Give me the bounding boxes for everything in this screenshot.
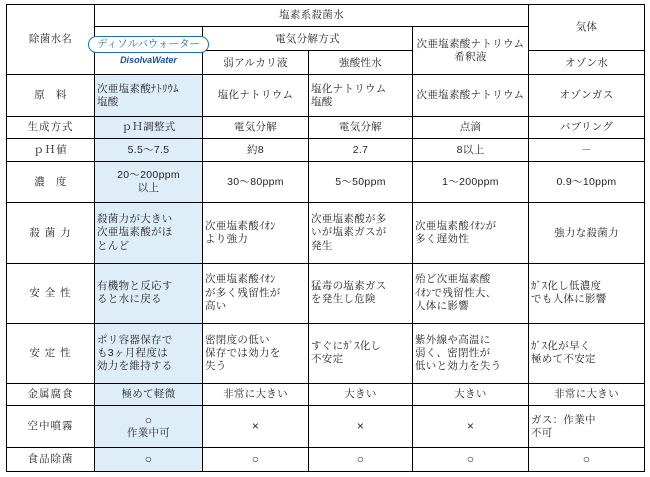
cell-line: 人体に影響 — [415, 299, 469, 312]
cross-mark-icon: × — [466, 418, 475, 433]
cell-line: 効力を維持する — [97, 359, 173, 372]
table-row-food-sanitizing — [7, 448, 645, 472]
row-label-food-sanitizing: 食品除菌 — [7, 448, 95, 472]
cell-line: も3ヶ月程度は — [97, 346, 168, 359]
cell-line: 密閉度の低い — [205, 333, 270, 346]
cell-concentration-product — [95, 161, 203, 203]
corner-label: 除菌水名 — [7, 5, 95, 75]
cell-stability-ozone — [529, 323, 645, 383]
logo-sub-text: DisolvaWater — [120, 55, 177, 66]
cell-stability-strong-acid — [309, 323, 413, 383]
cell-line: ｲｵﾝで残留性大、 — [415, 286, 497, 299]
cell-metal-corrosion-strong-acid: 大きい — [309, 383, 413, 405]
cell-concentration-weak-alkaline: 30〜80ppm — [203, 161, 309, 203]
row-label-metal-corrosion: 金属腐食 — [7, 383, 95, 405]
cell-line: 殺菌力が大きい — [97, 213, 173, 226]
cell-line: すぐにｶﾞｽ化し — [311, 340, 382, 353]
circle-mark-icon: ○ — [466, 451, 475, 466]
cell-line: 次亜塩素酸ｲｵﾝ — [205, 219, 276, 232]
cell-stability-weak-alkaline — [203, 323, 309, 383]
cell-air-spray-strong-acid — [309, 406, 413, 448]
cell-line: 以上 — [137, 182, 160, 195]
cell-line: 20〜200ppm — [117, 168, 180, 181]
table-row-sterilizing-power — [7, 203, 645, 263]
cell-line: 次亜塩素酸ｲｵﾝ — [205, 273, 276, 286]
cell-safety-weak-alkaline — [203, 263, 309, 323]
cell-line: 失う — [205, 359, 227, 372]
cell-metal-corrosion-naclo-dilution: 大きい — [413, 383, 529, 405]
disolva-water-logo — [97, 36, 200, 67]
cell-sterilizing-power-weak-alkaline — [203, 203, 309, 263]
cell-material-naclo-dilution: 次亜塩素酸ナトリウム — [413, 75, 529, 117]
cell-line: 次亜塩素酸ﾅﾄﾘｳﾑ — [97, 82, 179, 95]
circle-mark-icon: ○ — [582, 451, 591, 466]
column-header-strong-acid: 強酸性水 — [309, 51, 413, 75]
cell-line: 次亜塩素酸がほ — [97, 226, 173, 239]
cell-ph-naclo-dilution: 8以上 — [413, 139, 529, 161]
group-header-gas: 気体 — [529, 5, 645, 51]
table-row-safety — [7, 263, 645, 323]
cell-generation-weak-alkaline: 電気分解 — [203, 116, 309, 138]
column-header-ozone: オゾン水 — [529, 51, 645, 75]
cell-line: 不安定 — [311, 353, 344, 366]
row-label-safety: 安 全 性 — [7, 263, 95, 323]
cell-material-weak-alkaline: 塩化ナトリウム — [203, 75, 309, 117]
cell-material-ozone: オゾンガス — [529, 75, 645, 117]
cell-food-sanitizing-naclo-dilution — [413, 448, 529, 472]
cell-air-spray-naclo-dilution — [413, 406, 529, 448]
cell-ph-ozone: － — [529, 139, 645, 161]
row-label-material: 原 料 — [7, 75, 95, 117]
row-label-stability: 安 定 性 — [7, 323, 95, 383]
row-label-generation: 生成方式 — [7, 116, 95, 138]
circle-mark-icon: ○ — [356, 451, 365, 466]
table-row-ph — [7, 139, 645, 161]
cell-line: 猛毒の塩素ガス — [311, 280, 387, 293]
cell-line: 不可 — [531, 426, 553, 439]
row-label-concentration: 濃 度 — [7, 161, 95, 203]
cell-concentration-strong-acid: 5〜50ppm — [309, 161, 413, 203]
circle-mark-icon: ○ — [144, 412, 153, 427]
cell-line: ｶﾞｽ化が早く — [531, 340, 591, 353]
column-header-naclo-dilution — [413, 27, 529, 75]
cell-line: 高い — [205, 299, 227, 312]
circle-mark-icon: ○ — [251, 451, 260, 466]
cell-air-spray-ozone — [529, 406, 645, 448]
cell-stability-product — [95, 323, 203, 383]
cross-mark-icon: × — [356, 418, 365, 433]
cell-line: 紫外線や高温に — [415, 333, 491, 346]
cell-line: 弱く、密閉性が — [415, 346, 491, 359]
cell-food-sanitizing-strong-acid — [309, 448, 413, 472]
cell-generation-naclo-dilution: 点滴 — [413, 116, 529, 138]
cell-line: 多く遅効性 — [415, 232, 469, 245]
cell-generation-strong-acid: 電気分解 — [309, 116, 413, 138]
row-label-sterilizing-power: 殺 菌 力 — [7, 203, 95, 263]
cell-metal-corrosion-weak-alkaline: 非常に大きい — [203, 383, 309, 405]
table-row-concentration — [7, 161, 645, 203]
cell-line: ると水に戻る — [97, 293, 162, 306]
cell-safety-naclo-dilution — [413, 263, 529, 323]
cell-line: 殆ど次亜塩素酸 — [415, 273, 491, 286]
cell-sterilizing-power-product — [95, 203, 203, 263]
cell-safety-ozone — [529, 263, 645, 323]
subgroup-header-electrolysis: 電気分解方式 — [203, 27, 413, 51]
cell-ph-weak-alkaline: 約8 — [203, 139, 309, 161]
cell-line: を発生し危険 — [311, 293, 376, 306]
cell-line: 次亜塩素酸ｲｵﾝが — [415, 219, 497, 232]
column-header-product — [95, 27, 203, 75]
cell-line: 発生 — [311, 239, 333, 252]
cell-line: が多く残留性が — [205, 286, 281, 299]
cross-mark-icon: × — [251, 418, 260, 433]
cell-air-spray-weak-alkaline — [203, 406, 309, 448]
cell-line: ポリ容器保存で — [97, 333, 173, 346]
column-header-naclo-dilution-line1: 次亜塩素酸ナトリウム — [416, 37, 525, 50]
cell-line: ガス：作業中 — [531, 413, 596, 426]
cell-line: 塩酸 — [97, 95, 119, 108]
row-label-air-spray: 空中噴霧 — [7, 406, 95, 448]
column-header-weak-alkaline: 弱アルカリ液 — [203, 51, 309, 75]
table-row-air-spray — [7, 406, 645, 448]
table-row-material — [7, 75, 645, 117]
cell-material-product — [95, 75, 203, 117]
cell-line: とんど — [97, 239, 130, 252]
cell-line: 塩化ナトリウム — [311, 82, 387, 95]
cell-line: 塩酸 — [311, 95, 333, 108]
row-label-ph: ｐＨ値 — [7, 139, 95, 161]
cell-concentration-naclo-dilution: 1〜200ppm — [413, 161, 529, 203]
cell-material-strong-acid — [309, 75, 413, 117]
table-row-metal-corrosion — [7, 383, 645, 405]
cell-sterilizing-power-ozone: 強力な殺菌力 — [529, 203, 645, 263]
cell-food-sanitizing-product — [95, 448, 203, 472]
cell-line: いが塩素ガスが — [311, 226, 387, 239]
table-row-generation — [7, 116, 645, 138]
cell-generation-product: ｐＨ調整式 — [95, 116, 203, 138]
cell-line: より強力 — [205, 232, 249, 245]
comparison-table — [6, 4, 645, 472]
cell-concentration-ozone: 0.9〜10ppm — [529, 161, 645, 203]
cell-stability-naclo-dilution — [413, 323, 529, 383]
cell-food-sanitizing-ozone — [529, 448, 645, 472]
table-row-stability — [7, 323, 645, 383]
cell-metal-corrosion-product: 極めて軽微 — [95, 383, 203, 405]
cell-line: 保存では効力を — [205, 346, 281, 359]
table-header-row-groups — [7, 5, 645, 27]
cell-ph-product: 5.5〜7.5 — [95, 139, 203, 161]
group-header-chlorine: 塩素系殺菌水 — [95, 5, 529, 27]
cell-generation-ozone: バブリング — [529, 116, 645, 138]
cell-line: 極めて不安定 — [531, 353, 596, 366]
cell-line: ｶﾞｽ化し低濃度 — [531, 280, 602, 293]
cell-ph-strong-acid: 2.7 — [309, 139, 413, 161]
column-header-naclo-dilution-line2: 希釈液 — [454, 50, 487, 63]
cell-food-sanitizing-weak-alkaline — [203, 448, 309, 472]
cell-air-spray-product — [95, 406, 203, 448]
circle-mark-icon: ○ — [144, 451, 153, 466]
cell-line: 低いと効力を失う — [415, 359, 502, 372]
cell-metal-corrosion-ozone: 非常に大きい — [529, 383, 645, 405]
logo-main-text: ディソルバウォーター — [88, 36, 209, 54]
cell-safety-strong-acid — [309, 263, 413, 323]
cell-sterilizing-power-naclo-dilution — [413, 203, 529, 263]
cell-line: 作業中可 — [126, 426, 171, 439]
cell-line: 有機物と反応す — [97, 280, 173, 293]
cell-safety-product — [95, 263, 203, 323]
cell-sterilizing-power-strong-acid — [309, 203, 413, 263]
cell-line: でも人体に影響 — [531, 293, 607, 306]
cell-line: 次亜塩素酸が多 — [311, 213, 387, 226]
